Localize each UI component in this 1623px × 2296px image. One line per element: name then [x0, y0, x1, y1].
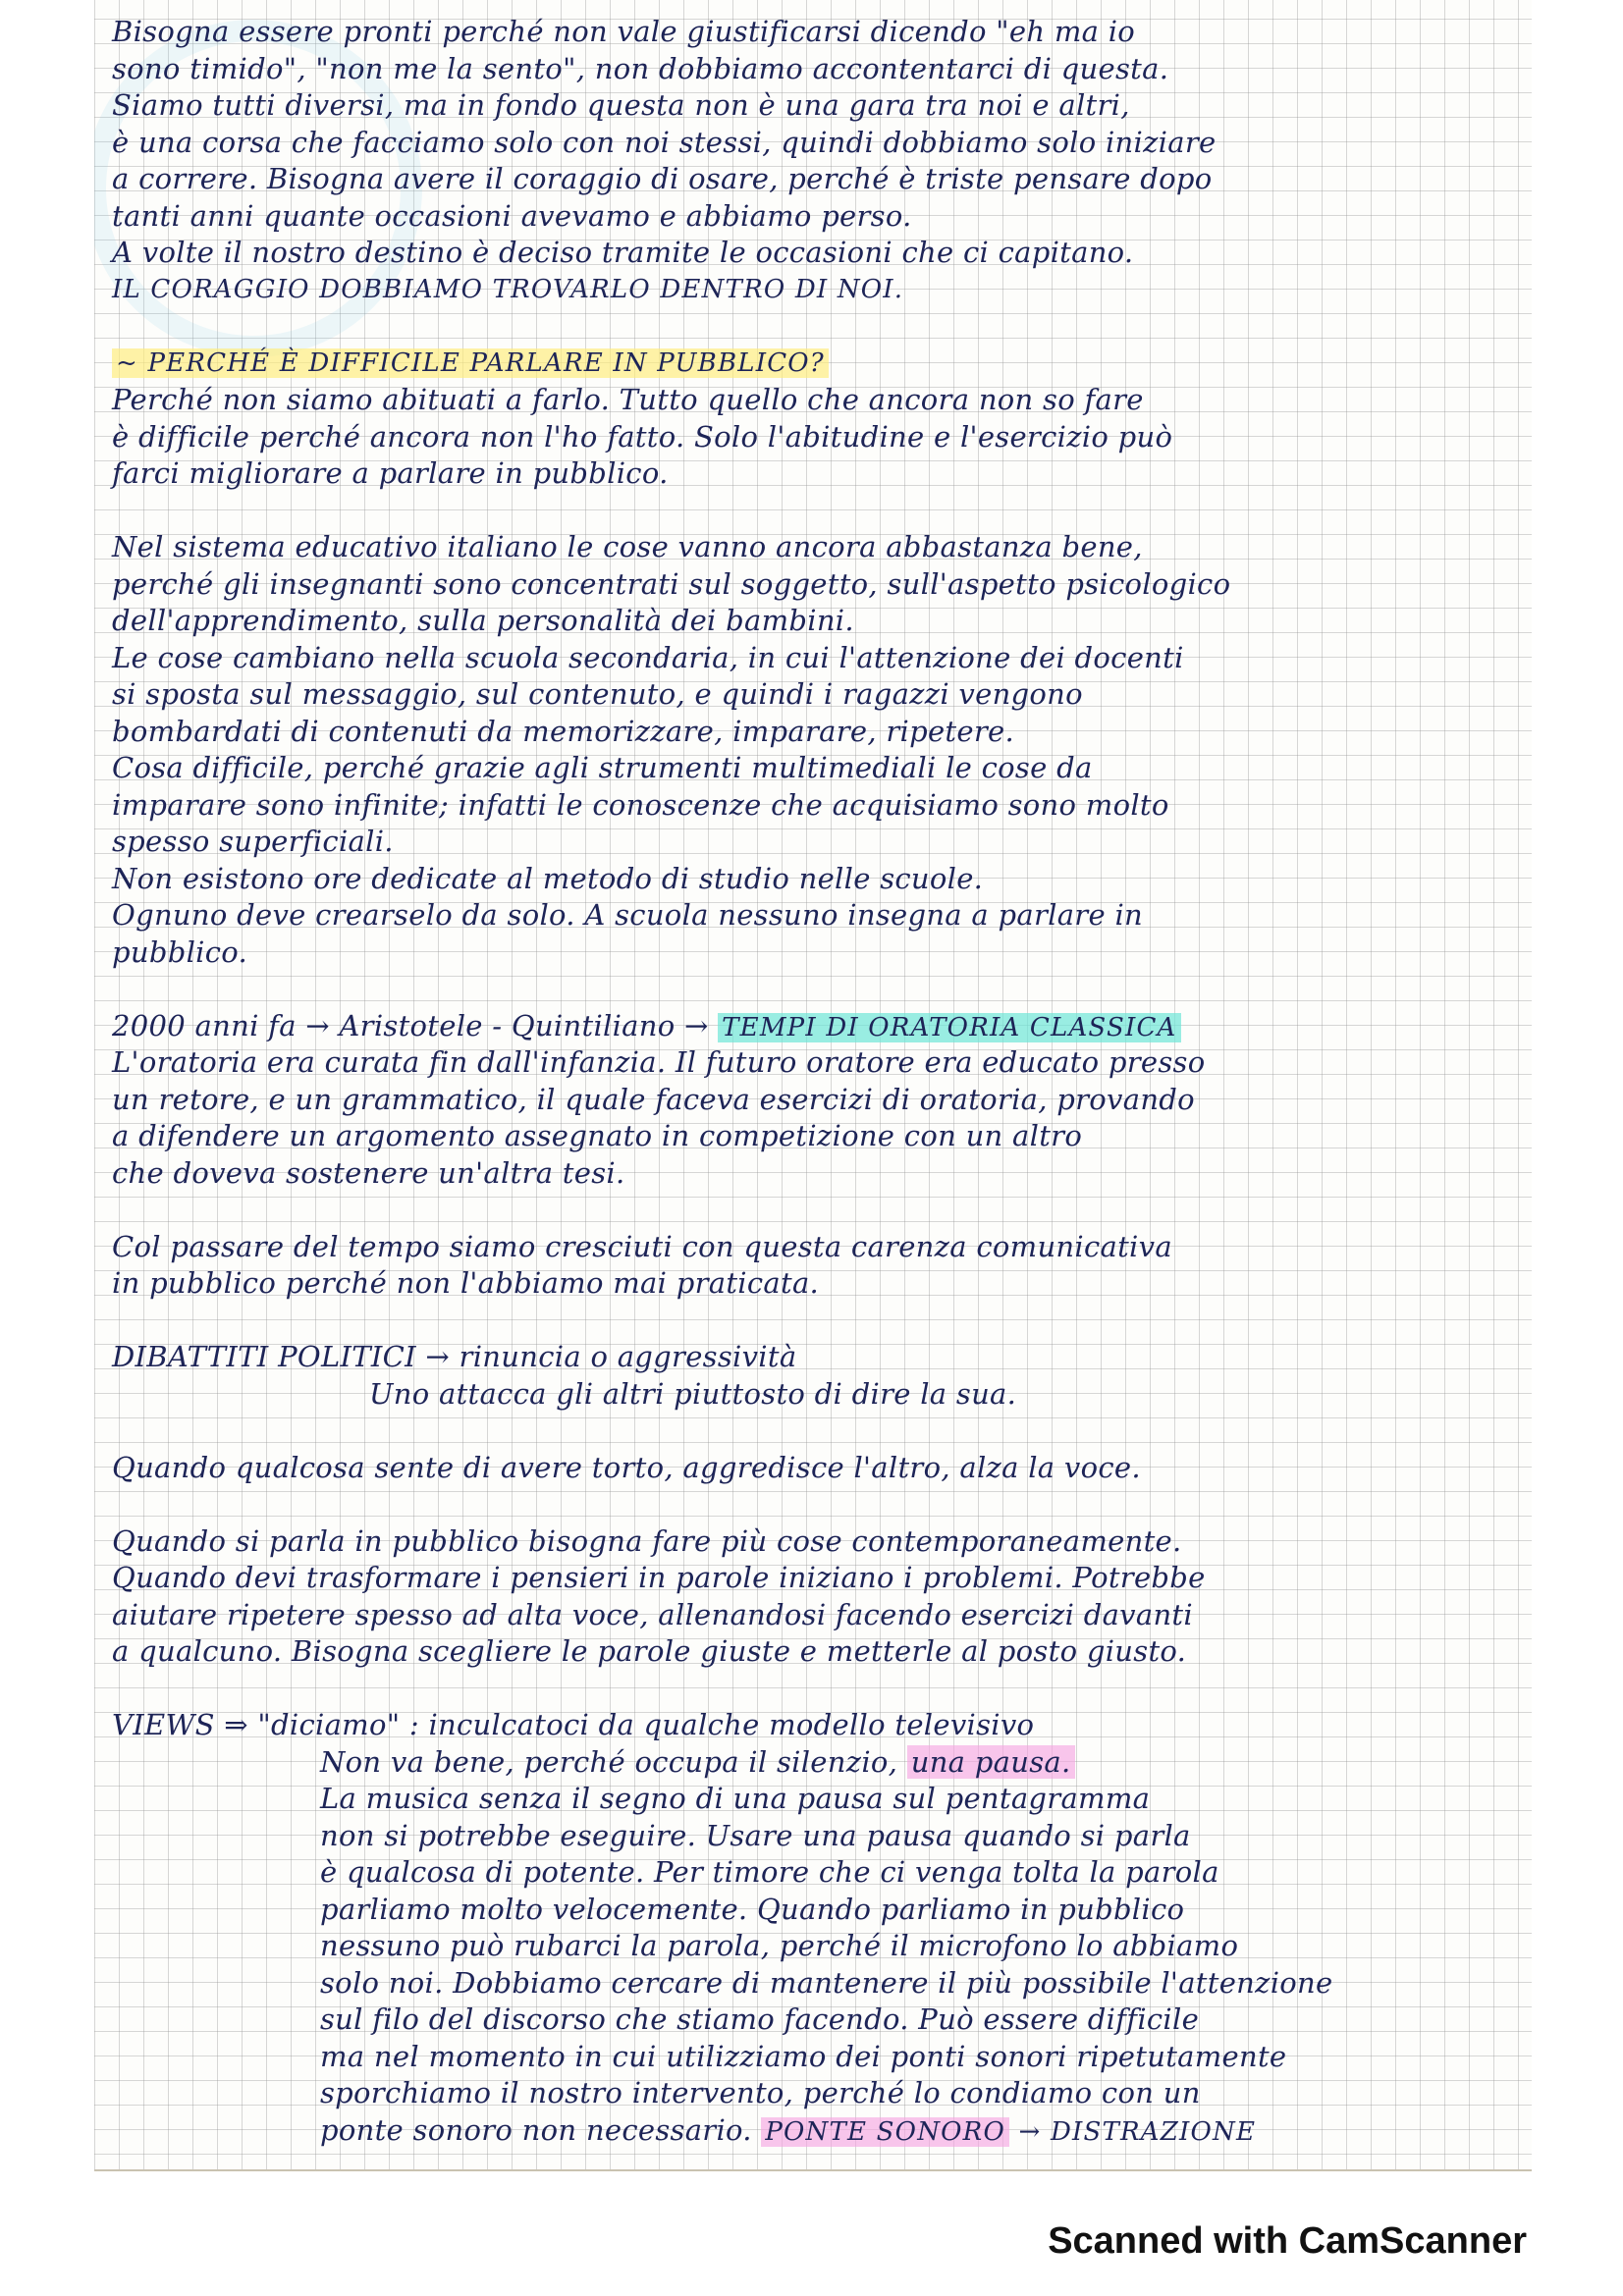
note-line: Siamo tutti diversi, ma in fondo questa non è una gara tra noi e altri,: [112, 88, 1130, 122]
note-line: dell'apprendimento, sulla personalità dei bambini.: [112, 604, 854, 637]
note-line: bombardati di contenuti da memorizzare, imparare, ripetere.: [112, 714, 1014, 748]
sound-bridge-highlight: PONTE SONORO: [761, 2117, 1009, 2147]
note-line: Non esistono ore dedicate al metodo di studio nelle scuole.: [112, 861, 984, 895]
sound-bridge-prefix: ponte sonoro non necessario.: [320, 2112, 752, 2147]
note-line: Le cose cambiano nella scuola secondaria, in cui l'attenzione dei docenti: [112, 640, 1184, 674]
heading-highlight: ~ PERCHÉ È DIFFICILE PARLARE IN PUBBLICO?: [112, 348, 829, 378]
note-line: DIBATTITI POLITICI → rinuncia o aggressività: [112, 1340, 797, 1373]
notebook-page: [94, 0, 1532, 2171]
note-line: parliamo molto velocemente. Quando parliamo in pubblico: [320, 1892, 1185, 1926]
section-heading: [112, 346, 1516, 383]
note-line: Cosa difficile, perché grazie agli strumenti multimediali le cose da: [112, 751, 1093, 784]
note-line: [112, 2112, 1516, 2150]
note-line: è una corsa che facciamo solo con noi stessi, quindi dobbiamo solo iniziare: [112, 125, 1217, 159]
note-line: sono timido", "non me la sento", non dobbiamo accontentarci di questa.: [112, 51, 1169, 85]
note-line: in pubblico perché non l'abbiamo mai praticata.: [112, 1266, 820, 1300]
note-line: si sposta sul messaggio, sul contenuto, e quindi i ragazzi vengono: [112, 677, 1083, 711]
note-line: solo noi. Dobbiamo cercare di mantenere il più possibile l'attenzione: [320, 1965, 1333, 2000]
note-line: A volte il nostro destino è deciso tramite le occasioni che ci capitano.: [112, 236, 1134, 269]
note-line: nessuno può rubarci la parola, perché il microfono lo abbiamo: [320, 1929, 1239, 1962]
note-line: Uno attacca gli altri piuttosto di dire la sua.: [369, 1376, 1017, 1411]
note-line: Nel sistema educativo italiano le cose vanno ancora abbastanza bene,: [112, 530, 1143, 563]
note-line: [112, 1008, 1516, 1045]
note-line: perché gli insegnanti sono concentrati sul soggetto, sull'aspetto psicologico: [112, 566, 1231, 601]
note-line: a difendere un argomento assegnato in competizione con un altro: [112, 1119, 1083, 1152]
note-line: Ognuno deve crearselo da solo. A scuola nessuno insegna a parlare in: [112, 898, 1143, 932]
note-line: Quando qualcosa sente di avere torto, aggredisce l'altro, alza la voce.: [112, 1450, 1141, 1484]
pause-prefix: Non va bene, perché occupa il silenzio,: [320, 1744, 898, 1779]
classical-oratory-highlight: TEMPI DI ORATORIA CLASSICA: [718, 1013, 1180, 1042]
note-line: ma nel momento in cui utilizziamo dei ponti sonori ripetutamente: [320, 2039, 1287, 2073]
pause-highlight: una pausa.: [907, 1745, 1075, 1779]
note-line: tanti anni quante occasioni avevamo e abbiamo perso.: [112, 198, 912, 233]
note-line: un retore, e un grammatico, il quale faceva esercizi di oratoria, provando: [112, 1082, 1195, 1116]
note-line: farci migliorare a parlare in pubblico.: [112, 456, 669, 490]
note-line: Quando devi trasformare i pensieri in parole iniziano i problemi. Potrebbe: [112, 1561, 1206, 1594]
note-line: pubblico.: [112, 934, 248, 969]
note-line: Col passare del tempo siamo cresciuti con questa carenza comunicativa: [112, 1229, 1172, 1263]
note-line: sporchiamo il nostro intervento, perché lo condiamo con un: [320, 2076, 1201, 2109]
note-line: VIEWS ⇒ "diciamo" : inculcatoci da qualche modello televisivo: [112, 1708, 1035, 1741]
note-line: L'oratoria era curata fin dall'infanzia. Il futuro oratore era educato presso: [112, 1045, 1206, 1079]
history-prefix: 2000 anni fa → Aristotele - Quintiliano →: [112, 1008, 709, 1042]
note-line: sul filo del discorso che stiamo facendo. Può essere difficile: [320, 2002, 1200, 2036]
note-line: che doveva sostenere un'altra tesi.: [112, 1155, 625, 1190]
note-line: imparare sono infinite; infatti le conoscenze che acquisiamo sono molto: [112, 787, 1169, 822]
note-line: a correre. Bisogna avere il coraggio di osare, perché è triste pensare dopo: [112, 162, 1213, 195]
note-line: La musica senza il segno di una pausa sul pentagramma: [320, 1782, 1151, 1815]
note-line: Quando si parla in pubblico bisogna fare più cose contemporaneamente.: [112, 1523, 1182, 1558]
note-line: spesso superficiali.: [112, 825, 394, 858]
note-line: Bisogna essere pronti perché non vale giustificarsi dicendo "eh ma io: [112, 15, 1136, 48]
note-line: è difficile perché ancora non l'ho fatto. Solo l'abitudine e l'esercizio può: [112, 419, 1173, 454]
note-line: non si potrebbe eseguire. Usare una pausa quando si parla: [320, 1818, 1191, 1852]
note-line: Perché non siamo abituati a farlo. Tutto quello che ancora non so fare: [112, 383, 1144, 416]
note-line: [112, 1744, 1516, 1782]
distraction-label: → DISTRAZIONE: [1018, 2116, 1257, 2147]
note-line: è qualcosa di potente. Per timore che ci venga tolta la parola: [320, 1855, 1219, 1889]
camscanner-footer: Scanned with CamScanner: [1048, 2220, 1527, 2262]
note-line: a qualcuno. Bisogna scegliere le parole giuste e metterle al posto giusto.: [112, 1634, 1187, 1668]
note-line: aiutare ripetere spesso ad alta voce, allenandosi facendo esercizi davanti: [112, 1597, 1193, 1631]
handwritten-notes: [112, 14, 1516, 2149]
note-line: IL CORAGGIO DOBBIAMO TROVARLO DENTRO DI NOI.: [112, 274, 904, 304]
